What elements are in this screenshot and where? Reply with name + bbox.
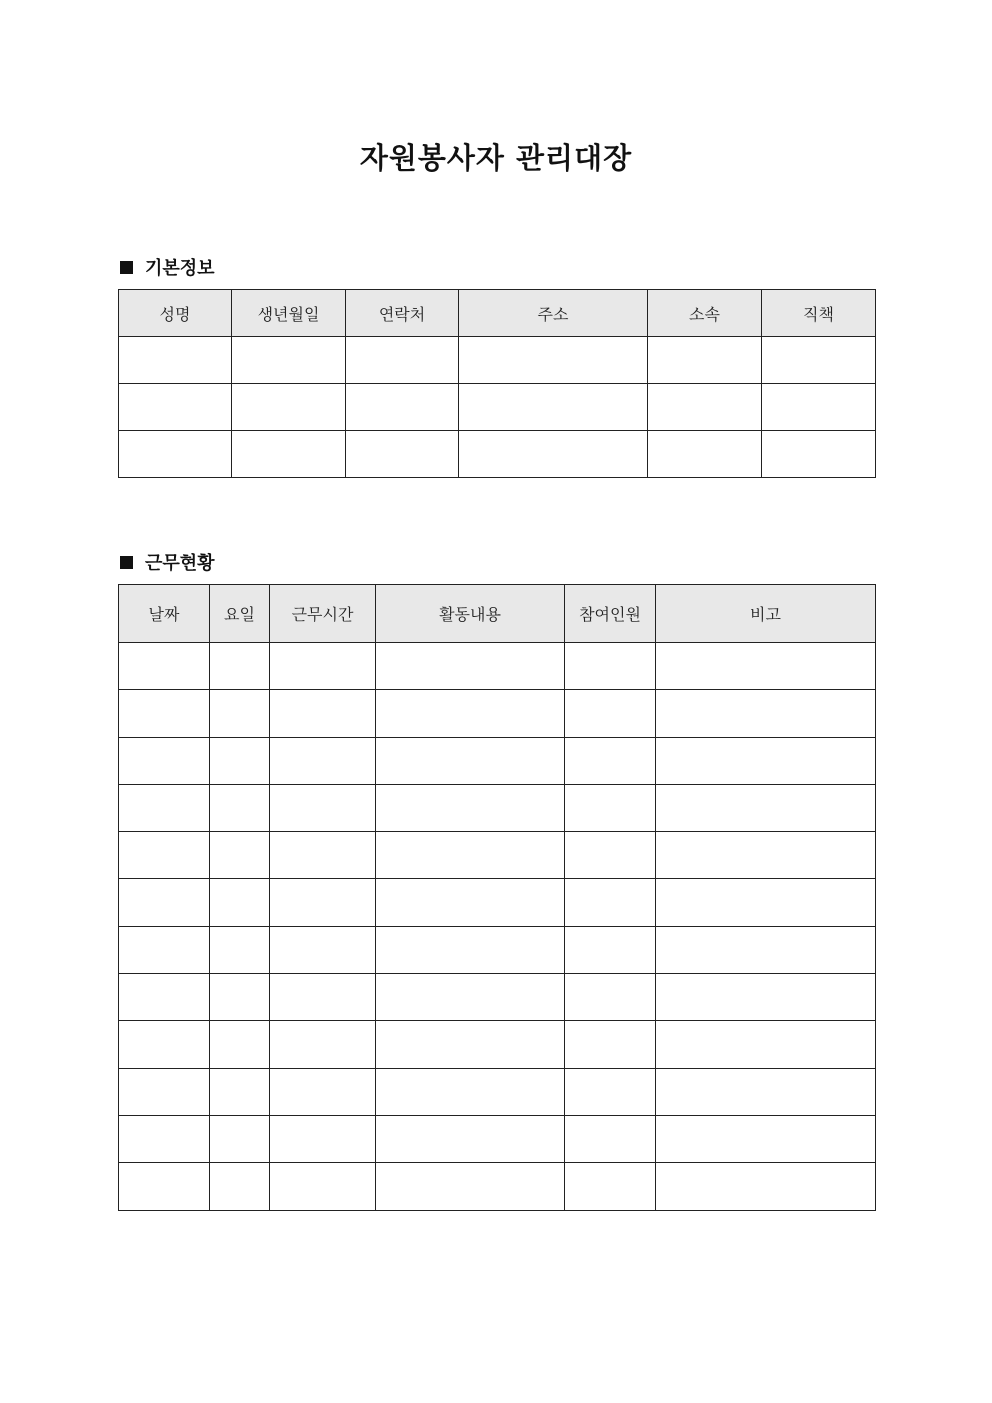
table-cell[interactable] bbox=[376, 784, 565, 831]
table-cell[interactable] bbox=[376, 690, 565, 737]
table-cell[interactable] bbox=[376, 1163, 565, 1210]
table-header-row bbox=[119, 290, 876, 337]
table-cell[interactable] bbox=[376, 1068, 565, 1115]
table-cell[interactable] bbox=[346, 431, 459, 478]
table-cell[interactable] bbox=[376, 643, 565, 690]
table-cell[interactable] bbox=[270, 784, 376, 831]
table-row bbox=[119, 737, 876, 784]
table-row bbox=[119, 879, 876, 926]
table-cell[interactable] bbox=[346, 384, 459, 431]
table-cell[interactable] bbox=[656, 879, 876, 926]
table-header-row bbox=[119, 585, 876, 643]
table-cell[interactable] bbox=[119, 431, 232, 478]
table-cell[interactable] bbox=[648, 384, 762, 431]
table-cell[interactable] bbox=[270, 690, 376, 737]
table-cell[interactable] bbox=[376, 832, 565, 879]
document-title: 자원봉사자 관리대장 bbox=[359, 141, 633, 175]
table-row bbox=[119, 832, 876, 879]
table-cell[interactable] bbox=[656, 737, 876, 784]
table-cell[interactable] bbox=[270, 879, 376, 926]
table-cell[interactable] bbox=[565, 1068, 656, 1115]
table-cell[interactable] bbox=[210, 1068, 270, 1115]
table-cell[interactable] bbox=[565, 784, 656, 831]
table-cell[interactable] bbox=[376, 1115, 565, 1162]
table-cell[interactable] bbox=[648, 431, 762, 478]
table-cell[interactable] bbox=[656, 1068, 876, 1115]
table-cell[interactable] bbox=[119, 337, 232, 384]
table-cell[interactable] bbox=[656, 1021, 876, 1068]
table-cell[interactable] bbox=[376, 974, 565, 1021]
table-cell[interactable] bbox=[565, 643, 656, 690]
table-cell[interactable] bbox=[119, 1163, 210, 1210]
table-cell[interactable] bbox=[346, 337, 459, 384]
table-cell[interactable] bbox=[656, 784, 876, 831]
table-cell[interactable] bbox=[459, 337, 648, 384]
table-row bbox=[119, 1115, 876, 1162]
table-cell[interactable] bbox=[210, 1021, 270, 1068]
table-cell[interactable] bbox=[762, 431, 876, 478]
table-row bbox=[119, 974, 876, 1021]
square-bullet-icon bbox=[120, 556, 133, 569]
table-cell[interactable] bbox=[119, 643, 210, 690]
column-header: 직책 bbox=[762, 290, 876, 337]
table-cell[interactable] bbox=[210, 879, 270, 926]
table-cell[interactable] bbox=[119, 926, 210, 973]
table-cell[interactable] bbox=[210, 974, 270, 1021]
table-cell[interactable] bbox=[565, 832, 656, 879]
column-header: 생년월일 bbox=[232, 290, 346, 337]
table-cell[interactable] bbox=[270, 1163, 376, 1210]
table-cell[interactable] bbox=[376, 1021, 565, 1068]
table-row bbox=[119, 431, 876, 478]
table-cell[interactable] bbox=[762, 337, 876, 384]
table-row bbox=[119, 1163, 876, 1210]
table-cell[interactable] bbox=[119, 974, 210, 1021]
table-cell[interactable] bbox=[648, 337, 762, 384]
table-cell[interactable] bbox=[232, 384, 346, 431]
table-cell[interactable] bbox=[210, 643, 270, 690]
column-header: 요일 bbox=[210, 585, 270, 643]
column-header: 활동내용 bbox=[376, 585, 565, 643]
table-cell[interactable] bbox=[376, 737, 565, 784]
table-cell[interactable] bbox=[210, 784, 270, 831]
table-cell[interactable] bbox=[565, 1163, 656, 1210]
section-heading-work-status bbox=[120, 549, 215, 575]
table-cell[interactable] bbox=[270, 643, 376, 690]
table-cell[interactable] bbox=[270, 832, 376, 879]
column-header: 연락처 bbox=[346, 290, 459, 337]
table-row bbox=[119, 1021, 876, 1068]
table-cell[interactable] bbox=[119, 832, 210, 879]
table-row bbox=[119, 643, 876, 690]
table-cell[interactable] bbox=[270, 974, 376, 1021]
column-header: 참여인원 bbox=[565, 585, 656, 643]
table-cell[interactable] bbox=[210, 832, 270, 879]
table-cell[interactable] bbox=[210, 737, 270, 784]
table-cell[interactable] bbox=[210, 690, 270, 737]
table-cell[interactable] bbox=[762, 384, 876, 431]
table-cell[interactable] bbox=[119, 690, 210, 737]
basic-info-table bbox=[118, 289, 876, 478]
table-cell[interactable] bbox=[565, 737, 656, 784]
table-cell[interactable] bbox=[565, 1115, 656, 1162]
table-row bbox=[119, 926, 876, 973]
table-cell[interactable] bbox=[270, 1068, 376, 1115]
table-cell[interactable] bbox=[565, 926, 656, 973]
column-header: 주소 bbox=[459, 290, 648, 337]
table-row bbox=[119, 1068, 876, 1115]
table-cell[interactable] bbox=[119, 879, 210, 926]
table-cell[interactable] bbox=[232, 431, 346, 478]
column-header: 근무시간 bbox=[270, 585, 376, 643]
table-cell[interactable] bbox=[656, 1163, 876, 1210]
section-heading-label: 근무현황 bbox=[145, 553, 215, 574]
table-cell[interactable] bbox=[119, 737, 210, 784]
column-header: 비고 bbox=[656, 585, 876, 643]
table-cell[interactable] bbox=[565, 879, 656, 926]
table-cell[interactable] bbox=[210, 1115, 270, 1162]
square-bullet-icon bbox=[120, 261, 133, 274]
table-cell[interactable] bbox=[656, 832, 876, 879]
table-cell[interactable] bbox=[459, 431, 648, 478]
table-row bbox=[119, 784, 876, 831]
table-cell[interactable] bbox=[459, 384, 648, 431]
table-cell[interactable] bbox=[210, 1163, 270, 1210]
table-cell[interactable] bbox=[270, 737, 376, 784]
table-cell[interactable] bbox=[656, 926, 876, 973]
work-status-table bbox=[118, 584, 876, 1211]
table-cell[interactable] bbox=[119, 1021, 210, 1068]
column-header: 소속 bbox=[648, 290, 762, 337]
table-cell[interactable] bbox=[119, 1115, 210, 1162]
table-cell[interactable] bbox=[270, 1021, 376, 1068]
table-row bbox=[119, 337, 876, 384]
table-cell[interactable] bbox=[565, 974, 656, 1021]
table-cell[interactable] bbox=[376, 926, 565, 973]
table-cell[interactable] bbox=[656, 974, 876, 1021]
table-row bbox=[119, 690, 876, 737]
table-cell[interactable] bbox=[656, 690, 876, 737]
section-heading-label: 기본정보 bbox=[145, 258, 215, 279]
table-cell[interactable] bbox=[565, 1021, 656, 1068]
section-heading-basic-info bbox=[120, 254, 215, 280]
table-cell[interactable] bbox=[119, 1068, 210, 1115]
table-cell[interactable] bbox=[210, 926, 270, 973]
table-cell[interactable] bbox=[656, 643, 876, 690]
table-cell[interactable] bbox=[119, 784, 210, 831]
table-row bbox=[119, 384, 876, 431]
table-cell[interactable] bbox=[656, 1115, 876, 1162]
column-header: 성명 bbox=[119, 290, 232, 337]
table-cell[interactable] bbox=[270, 926, 376, 973]
table-cell[interactable] bbox=[376, 879, 565, 926]
table-cell[interactable] bbox=[565, 690, 656, 737]
table-cell[interactable] bbox=[232, 337, 346, 384]
table-cell[interactable] bbox=[119, 384, 232, 431]
column-header: 날짜 bbox=[119, 585, 210, 643]
table-cell[interactable] bbox=[270, 1115, 376, 1162]
